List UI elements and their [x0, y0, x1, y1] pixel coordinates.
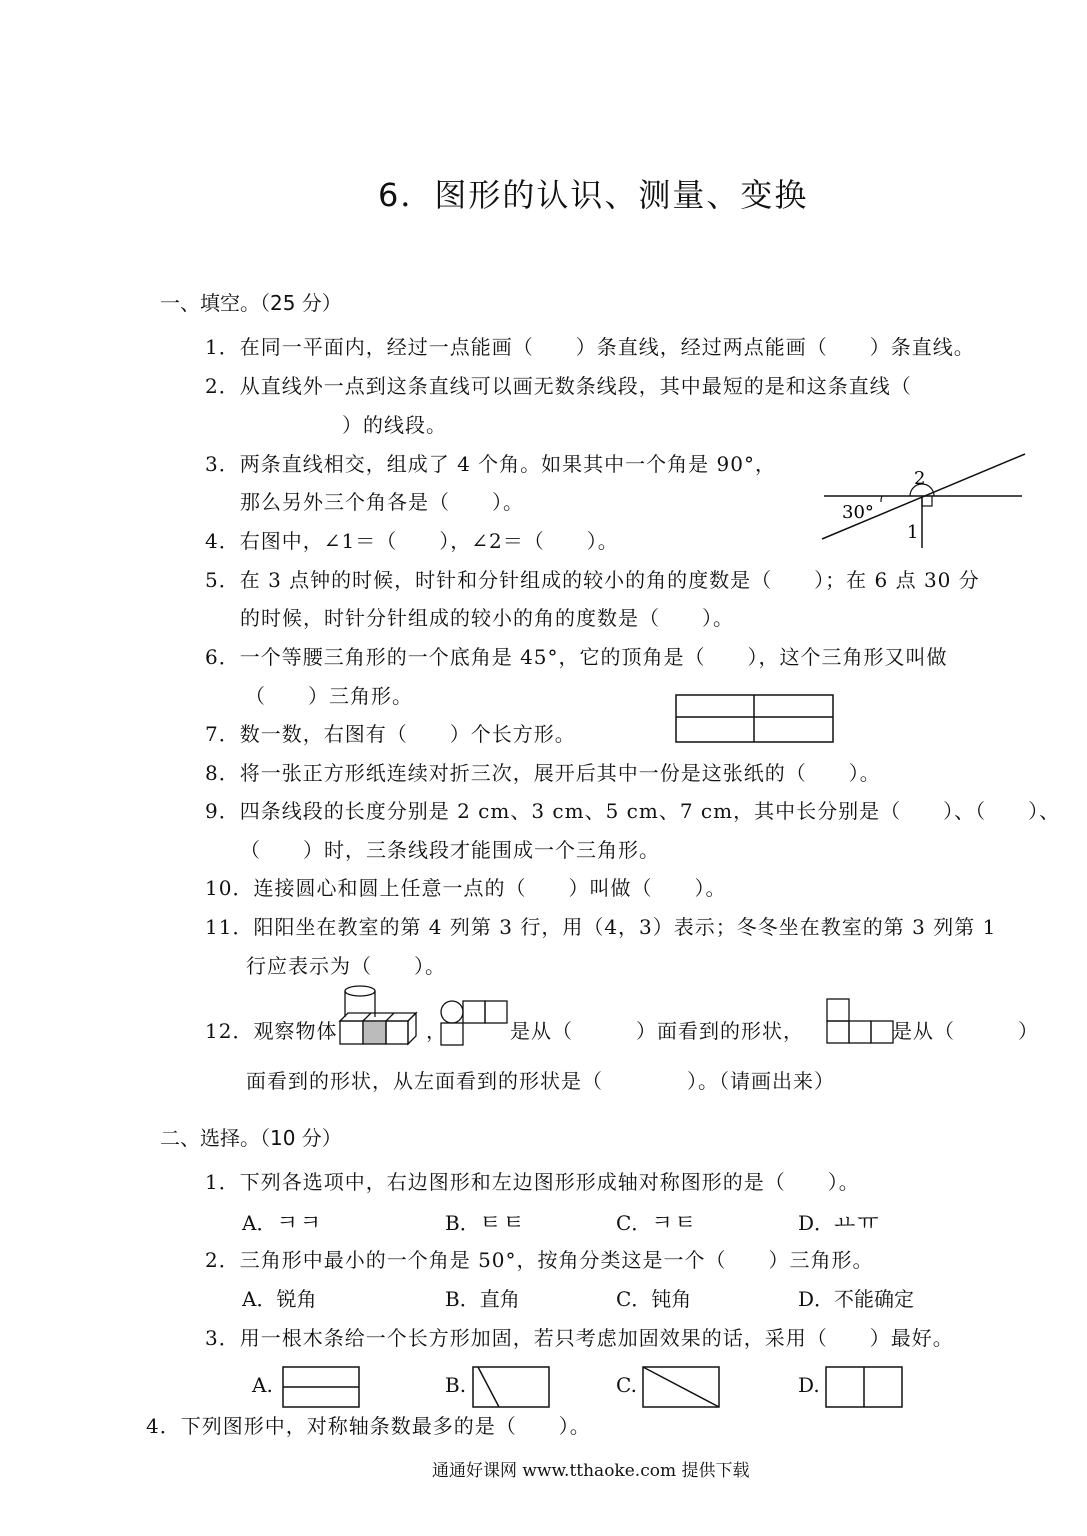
question-1-6: 6．一个等腰三角形的一个底角是 45°，它的顶角是（ ），这个三角形又叫做 — [205, 645, 948, 669]
question-1-7: 7．数一数，右图有（ ）个长方形。 — [205, 722, 576, 746]
question-1-12: 12．观察物体 — [205, 1019, 338, 1043]
view-shape-2 — [826, 998, 896, 1048]
question-1-4: 4．右图中，∠1＝（ ），∠2＝（ ）。 — [205, 529, 619, 553]
intersecting-lines-figure — [818, 450, 1028, 550]
question-1-12-cont: 面看到的形状，从左面看到的形状是（ ）。（请画出来） — [246, 1069, 835, 1093]
q2-option-b: B．直角 — [445, 1287, 520, 1311]
question-1-11-cont: 行应表示为（ ）。 — [246, 954, 446, 978]
question-1-2: 2．从直线外一点到这条直线可以画无数条线段，其中最短的是和这条直线（ — [205, 374, 912, 398]
q2-option-d: D．不能确定 — [798, 1287, 915, 1311]
cubes-with-cylinder-figure — [338, 985, 430, 1047]
question-1-3-cont: 那么另外三个角各是（ ）。 — [240, 490, 524, 514]
question-2-1: 1．下列各选项中，右边图形和左边图形形成轴对称图形的是（ ）。 — [205, 1170, 860, 1194]
q3-option-d-label: D. — [798, 1373, 820, 1397]
question-1-8: 8．将一张正方形纸连续对折三次，展开后其中一份是这张纸的（ ）。 — [205, 761, 881, 785]
q1-option-b: B．ㅌㅌ — [445, 1211, 527, 1236]
q3-option-b-rect — [472, 1366, 550, 1408]
footer-source: 通通好课网 www.tthaoke.com 提供下载 — [432, 1461, 750, 1481]
rectangle-grid-figure — [675, 694, 835, 744]
q1-option-d: D．ㅛㅠ — [798, 1211, 881, 1236]
angle-label-1: 1 — [907, 522, 919, 543]
question-1-11: 11．阳阳坐在教室的第 4 列第 3 行，用（4，3）表示；冬冬坐在教室的第 3 列第 1 — [205, 915, 997, 939]
q1-option-a: A．ㅋㅋ — [242, 1211, 323, 1236]
question-2-3: 3．用一根木条给一个长方形加固，若只考虑加固效果的话，采用（ ）最好。 — [205, 1326, 954, 1350]
question-1-1: 1．在同一平面内，经过一点能画（ ）条直线，经过两点能画（ ）条直线。 — [205, 335, 975, 359]
q3-option-a-rect — [282, 1366, 360, 1408]
q2-option-c: C．钝角 — [616, 1287, 692, 1311]
question-1-6-cont: （ ）三角形。 — [245, 684, 413, 708]
q3-option-d-rect — [825, 1366, 903, 1408]
question-1-12-comma: ， — [426, 1019, 447, 1043]
question-1-3: 3．两条直线相交，组成了 4 个角。如果其中一个角是 90°， — [205, 452, 776, 476]
question-1-12-part-c: 是从（ ）面看到的形状， — [510, 1019, 804, 1043]
question-1-2-cont: ）的线段。 — [342, 413, 447, 437]
q3-option-c-label: C. — [616, 1373, 637, 1397]
q2-option-a: A．锐角 — [242, 1287, 317, 1311]
question-1-9: 9．四条线段的长度分别是 2 cm、3 cm、5 cm、7 cm，其中长分别是（ ）、（ ）、 — [205, 799, 1061, 823]
angle-label-2: 2 — [914, 468, 926, 489]
angle-label-30: 30° — [842, 502, 874, 523]
q3-option-b-label: B. — [445, 1373, 467, 1397]
q1-option-c: C．ㅋㅌ — [616, 1211, 698, 1236]
q3-option-c-rect — [642, 1366, 720, 1408]
question-2-2: 2．三角形中最小的一个角是 50°，按角分类这是一个（ ）三角形。 — [205, 1248, 874, 1272]
question-2-4: 4．下列图形中，对称轴条数最多的是（ ）。 — [146, 1414, 591, 1438]
section-heading-fill-in: 一、填空。（25 分） — [160, 291, 342, 315]
question-1-5: 5．在 3 点钟的时候，时针和分针组成的较小的角的度数是（ ）；在 6 点 30 分 — [205, 568, 980, 592]
q3-option-a-label: A. — [252, 1373, 273, 1397]
section-heading-choice: 二、选择。（10 分） — [160, 1126, 342, 1150]
question-1-9-cont: （ ）时，三条线段才能围成一个三角形。 — [240, 838, 660, 862]
question-1-12-part-d: 是从（ ） — [892, 1019, 1039, 1043]
question-1-5-cont: 的时候，时针分针组成的较小的角的度数是（ ）。 — [240, 606, 734, 630]
page-title: 6．图形的认识、测量、变换 — [378, 176, 809, 214]
view-shape-1 — [440, 1000, 512, 1048]
question-1-10: 10．连接圆心和圆上任意一点的（ ）叫做（ ）。 — [205, 876, 727, 900]
